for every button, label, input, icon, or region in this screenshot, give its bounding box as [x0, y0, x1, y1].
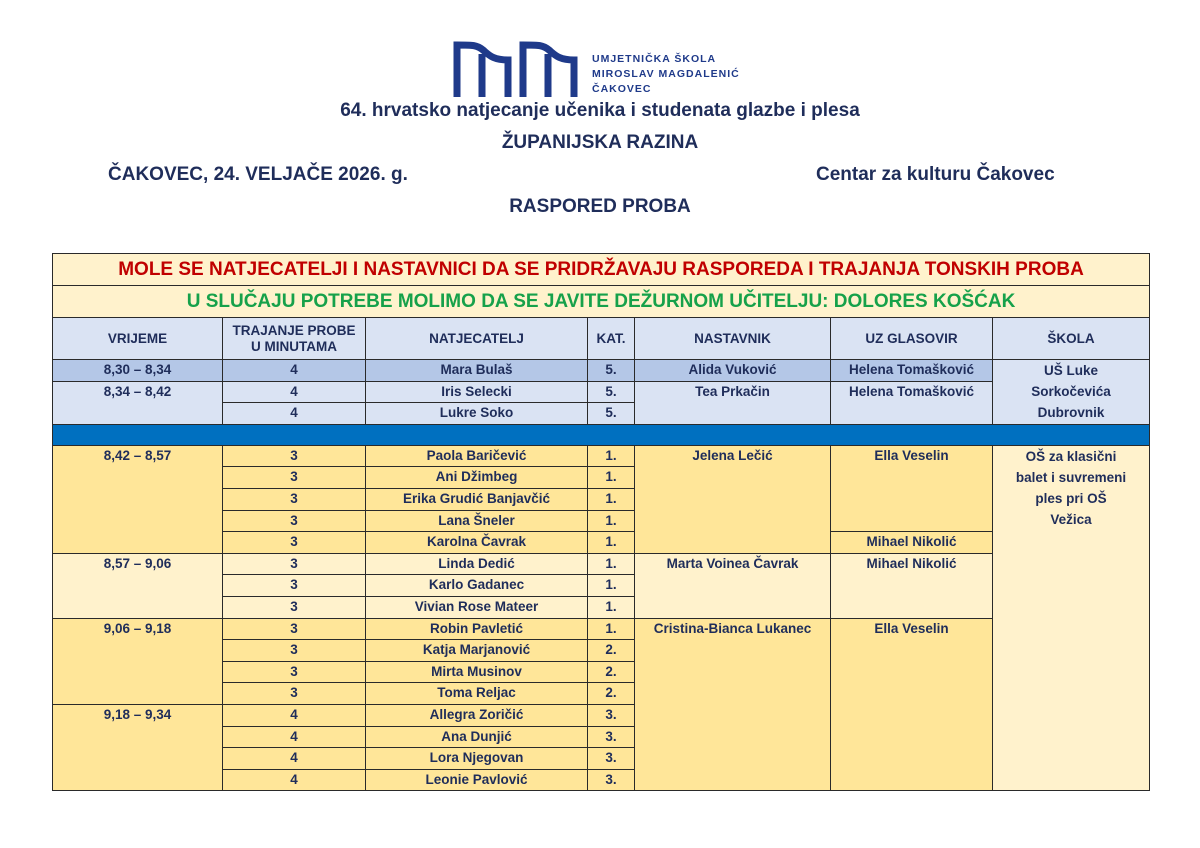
category-cell: 1.	[588, 445, 635, 467]
piano-cell: Ella Veselin	[831, 445, 993, 531]
schedule-title: RASPORED PROBA	[509, 196, 691, 217]
table-row	[53, 618, 1150, 640]
duration-cell: 3	[223, 445, 366, 467]
competitor-cell: Robin Pavletić	[366, 618, 588, 640]
col-header-category: KAT.	[588, 318, 635, 360]
duration-cell: 4	[223, 403, 366, 425]
duration-cell: 4	[223, 769, 366, 791]
school-name-line2: MIROSLAV MAGDALENIĆ	[592, 68, 740, 80]
date-location: ČAKOVEC, 24. VELJAČE 2026. g.	[108, 164, 408, 185]
duration-cell: 3	[223, 532, 366, 554]
piano-cell: Ella Veselin	[831, 618, 993, 791]
duration-cell: 3	[223, 510, 366, 532]
competitor-cell: Paola Baričević	[366, 445, 588, 467]
col-header-piano: UZ GLASOVIR	[831, 318, 993, 360]
col-header-time: VRIJEME	[53, 318, 223, 360]
category-cell: 1.	[588, 553, 635, 575]
competitor-cell: Linda Dedić	[366, 553, 588, 575]
table-row	[53, 360, 1150, 382]
teacher-cell: Tea Prkačin	[635, 381, 831, 424]
category-cell: 5.	[588, 381, 635, 403]
separator-band	[53, 424, 1150, 445]
header-line: U MINUTAMA	[251, 338, 337, 354]
competitor-cell: Vivian Rose Mateer	[366, 596, 588, 618]
notice-red: MOLE SE NATJECATELJI I NASTAVNICI DA SE PRIDRŽAVAJU RASPOREDA I TRAJANJA TONSKIH PROBA	[53, 254, 1150, 286]
school-line: OŠ za klasični	[1025, 448, 1117, 464]
category-cell: 3.	[588, 748, 635, 770]
col-header-school: ŠKOLA	[993, 318, 1150, 360]
category-cell: 1.	[588, 575, 635, 597]
piano-cell: Helena Tomašković	[831, 381, 993, 424]
time-cell: 8,30 – 8,34	[53, 360, 223, 382]
competitor-cell: Lana Šneler	[366, 510, 588, 532]
category-cell: 3.	[588, 769, 635, 791]
competition-title: 64. hrvatsko natjecanje učenika i studenata glazbe i plesa	[340, 100, 860, 121]
category-cell: 3.	[588, 726, 635, 748]
duration-cell: 3	[223, 488, 366, 510]
duration-cell: 4	[223, 381, 366, 403]
competitor-cell: Katja Marjanović	[366, 640, 588, 662]
venue: Centar za kulturu Čakovec	[816, 164, 1055, 185]
col-header-competitor: NATJECATELJ	[366, 318, 588, 360]
competitor-cell: Karolna Čavrak	[366, 532, 588, 554]
school-line: Dubrovnik	[1037, 405, 1105, 420]
school-line: Sorkočevića	[1031, 384, 1111, 399]
category-cell: 1.	[588, 596, 635, 618]
category-cell: 2.	[588, 640, 635, 662]
time-cell: 9,18 – 9,34	[53, 704, 223, 790]
piano-cell: Helena Tomašković	[831, 360, 993, 382]
competitor-cell: Erika Grudić Banjavčić	[366, 488, 588, 510]
duration-cell: 3	[223, 467, 366, 489]
category-cell: 1.	[588, 618, 635, 640]
duration-cell: 3	[223, 640, 366, 662]
school-cell	[993, 360, 1150, 425]
school-cell	[993, 445, 1150, 791]
teacher-cell: Alida Vuković	[635, 360, 831, 382]
competitor-cell: Ana Dunjić	[366, 726, 588, 748]
piano-cell: Mihael Nikolić	[831, 532, 993, 554]
rehearsal-schedule-table	[52, 253, 1150, 791]
school-name-line3: ČAKOVEC	[592, 83, 652, 95]
category-cell: 1.	[588, 532, 635, 554]
duration-cell: 3	[223, 661, 366, 683]
school-line: ples pri OŠ	[1035, 490, 1107, 506]
category-cell: 1.	[588, 510, 635, 532]
duration-cell: 3	[223, 596, 366, 618]
table-row	[53, 445, 1150, 467]
duration-cell: 3	[223, 553, 366, 575]
school-line: UŠ Luke	[1044, 363, 1099, 378]
teacher-cell: Jelena Lečić	[635, 445, 831, 553]
category-cell: 2.	[588, 683, 635, 705]
duration-cell: 4	[223, 726, 366, 748]
category-cell: 5.	[588, 360, 635, 382]
duration-cell: 4	[223, 704, 366, 726]
col-header-teacher: NASTAVNIK	[635, 318, 831, 360]
time-cell: 8,57 – 9,06	[53, 553, 223, 618]
col-header-duration	[223, 318, 366, 360]
time-cell: 9,06 – 9,18	[53, 618, 223, 704]
time-cell: 8,34 – 8,42	[53, 381, 223, 424]
category-cell: 3.	[588, 704, 635, 726]
competitor-cell: Lora Njegovan	[366, 748, 588, 770]
duration-cell: 3	[223, 683, 366, 705]
duration-cell: 3	[223, 575, 366, 597]
competitor-cell: Lukre Soko	[366, 403, 588, 425]
competitor-cell: Toma Reljac	[366, 683, 588, 705]
notice-green: U SLUČAJU POTREBE MOLIMO DA SE JAVITE DEŽURNOM UČITELJU: DOLORES KOŠĆAK	[53, 286, 1150, 318]
competitor-cell: Allegra Zoričić	[366, 704, 588, 726]
table-row	[53, 553, 1150, 575]
school-name-line1: UMJETNIČKA ŠKOLA	[592, 53, 717, 65]
competitor-cell: Leonie Pavlović	[366, 769, 588, 791]
duration-cell: 3	[223, 618, 366, 640]
table-row	[53, 381, 1150, 403]
competitor-cell: Ani Džimbeg	[366, 467, 588, 489]
category-cell: 2.	[588, 661, 635, 683]
competitor-cell: Iris Selecki	[366, 381, 588, 403]
time-cell: 8,42 – 8,57	[53, 445, 223, 553]
teacher-cell: Cristina-Bianca Lukanec	[635, 618, 831, 791]
category-cell: 1.	[588, 488, 635, 510]
school-line: Vežica	[1050, 511, 1092, 527]
school-name	[592, 52, 740, 97]
duration-cell: 4	[223, 360, 366, 382]
level-title: ŽUPANIJSKA RAZINA	[501, 132, 699, 153]
competitor-cell: Mirta Musinov	[366, 661, 588, 683]
competitor-cell: Karlo Gadanec	[366, 575, 588, 597]
teacher-cell: Marta Voinea Čavrak	[635, 553, 831, 618]
category-cell: 5.	[588, 403, 635, 425]
piano-cell: Mihael Nikolić	[831, 553, 993, 618]
school-line: balet i suvremeni	[1015, 469, 1127, 485]
table-header-row	[53, 318, 1150, 360]
duration-cell: 4	[223, 748, 366, 770]
header-line: TRAJANJE PROBE	[232, 322, 356, 338]
school-logo	[453, 40, 579, 97]
category-cell: 1.	[588, 467, 635, 489]
competitor-cell: Mara Bulaš	[366, 360, 588, 382]
